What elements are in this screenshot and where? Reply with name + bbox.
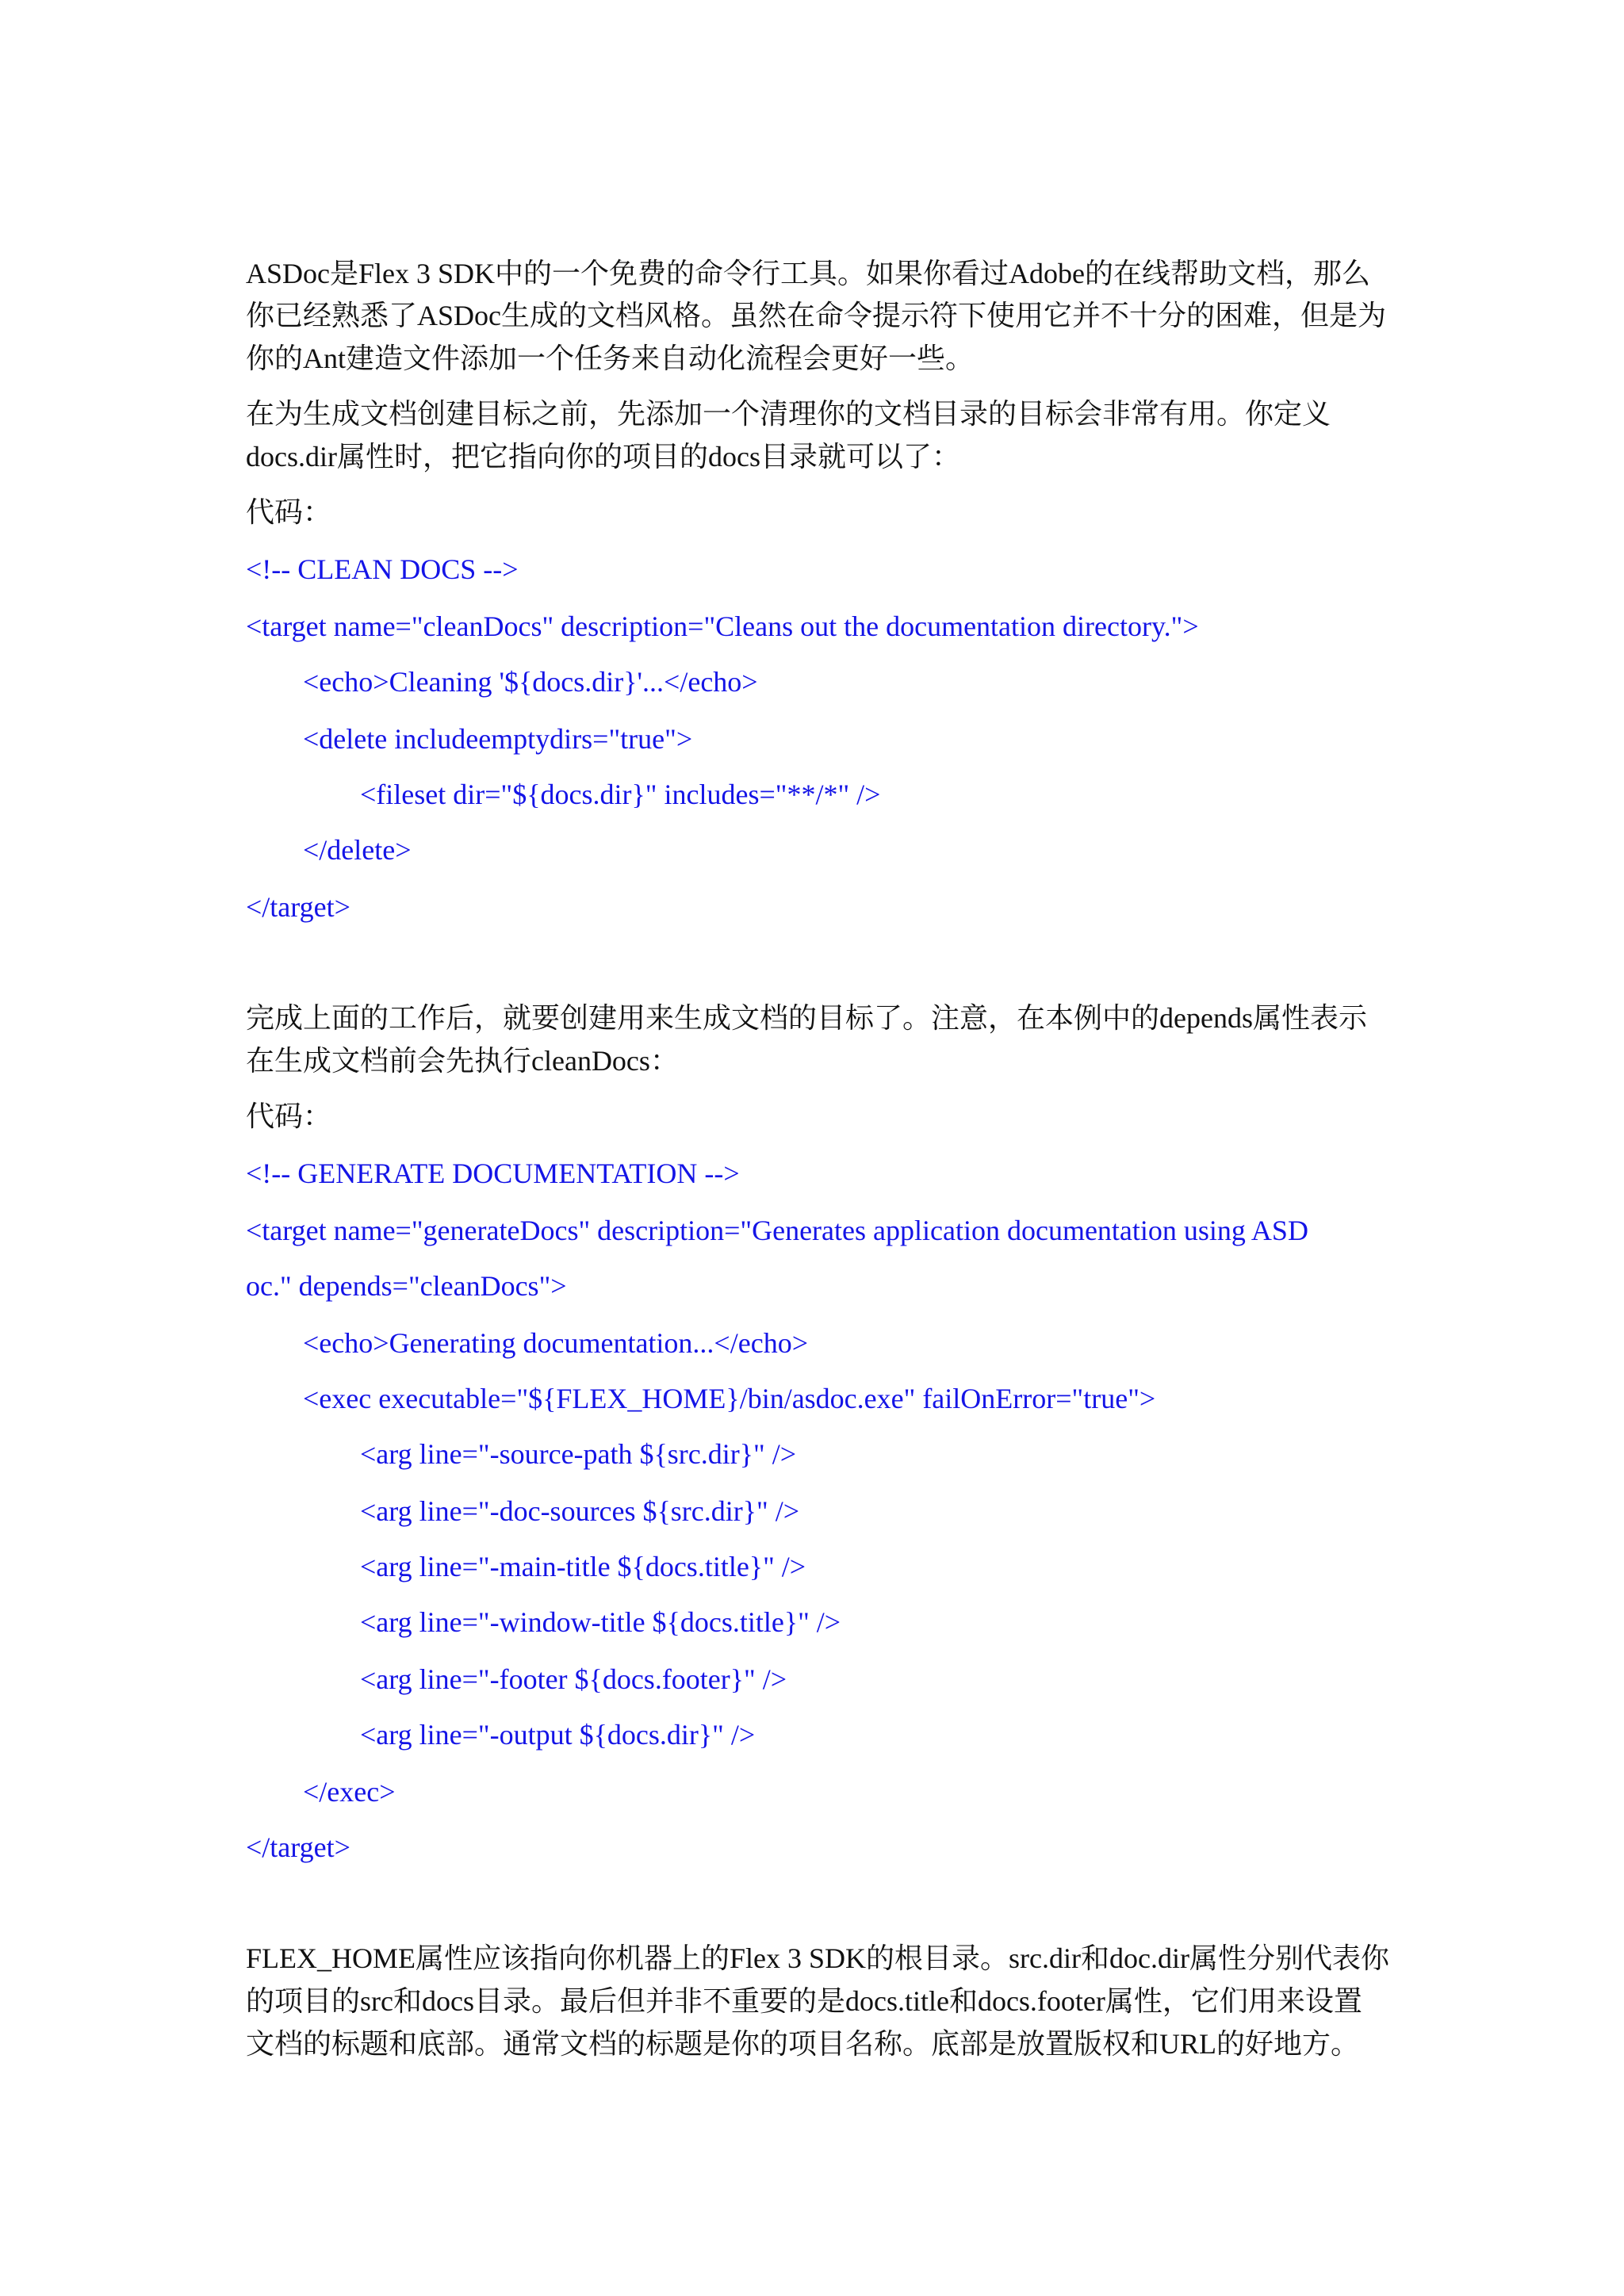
- intro-line: ASDoc是Flex 3 SDK中的一个免费的命令行工具。如果你看过Adobe的在线帮助文档，那么: [246, 258, 1370, 289]
- code-line: oc." depends="cleanDocs">: [246, 1270, 567, 1302]
- generate-intro-line: 在生成文档前会先执行cleanDocs：: [246, 1045, 679, 1077]
- code-line: <fileset dir="${docs.dir}" includes="**/*" />: [360, 779, 881, 810]
- code-line: <delete includeemptydirs="true">: [303, 723, 693, 755]
- clean-intro-line: docs.dir属性时，把它指向你的项目的docs目录就可以了：: [246, 441, 960, 473]
- code-line: <arg line="-doc-sources ${src.dir}" />: [360, 1495, 800, 1527]
- code-label: 代码：: [246, 1100, 332, 1132]
- clean-intro-line: 在为生成文档创建目标之前，先添加一个清理你的文档目录的目标会非常有用。你定义: [246, 398, 1331, 430]
- generate-intro-line: 完成上面的工作后，就要创建用来生成文档的目标了。注意，在本例中的depends属性表示: [246, 1002, 1367, 1034]
- code-line: <target name="cleanDocs" description="Cleans out the documentation directory.">: [246, 610, 1199, 642]
- code-line: <!-- CLEAN DOCS -->: [246, 553, 519, 585]
- code-line: <arg line="-source-path ${src.dir}" />: [360, 1438, 797, 1470]
- code-line: <echo>Cleaning '${docs.dir}'...</echo>: [303, 666, 758, 698]
- outro-line: FLEX_HOME属性应该指向你机器上的Flex 3 SDK的根目录。src.dir和doc.dir属性分别代表你: [246, 1942, 1389, 1974]
- code-line: <echo>Generating documentation...</echo>: [303, 1327, 808, 1359]
- code-line: <!-- GENERATE DOCUMENTATION -->: [246, 1158, 740, 1189]
- code-line: <arg line="-main-title ${docs.title}" />: [360, 1551, 806, 1582]
- code-line: <arg line="-output ${docs.dir}" />: [360, 1719, 756, 1751]
- code-line: <arg line="-footer ${docs.footer}" />: [360, 1663, 787, 1695]
- code-label: 代码：: [246, 496, 332, 528]
- outro-line: 文档的标题和底部。通常文档的标题是你的项目名称。底部是放置版权和URL的好地方。: [246, 2028, 1360, 2060]
- intro-line: 你的Ant建造文件添加一个任务来自动化流程会更好一些。: [246, 342, 975, 374]
- code-line: <arg line="-window-title ${docs.title}" />: [360, 1606, 841, 1638]
- code-line: </target>: [246, 1831, 350, 1863]
- code-line: </target>: [246, 891, 350, 923]
- code-line: <exec executable="${FLEX_HOME}/bin/asdoc.exe" failOnError="true">: [303, 1383, 1156, 1414]
- code-line: </delete>: [303, 834, 412, 866]
- code-line: </exec>: [303, 1776, 396, 1808]
- intro-line: 你已经熟悉了ASDoc生成的文档风格。虽然在命令提示符下使用它并不十分的困难，但是为: [246, 300, 1386, 331]
- outro-line: 的项目的src和docs目录。最后但并非不重要的是docs.title和docs.footer属性，它们用来设置: [246, 1985, 1362, 2017]
- code-line: <target name="generateDocs" description="Generates application documentation using ASD: [246, 1215, 1308, 1246]
